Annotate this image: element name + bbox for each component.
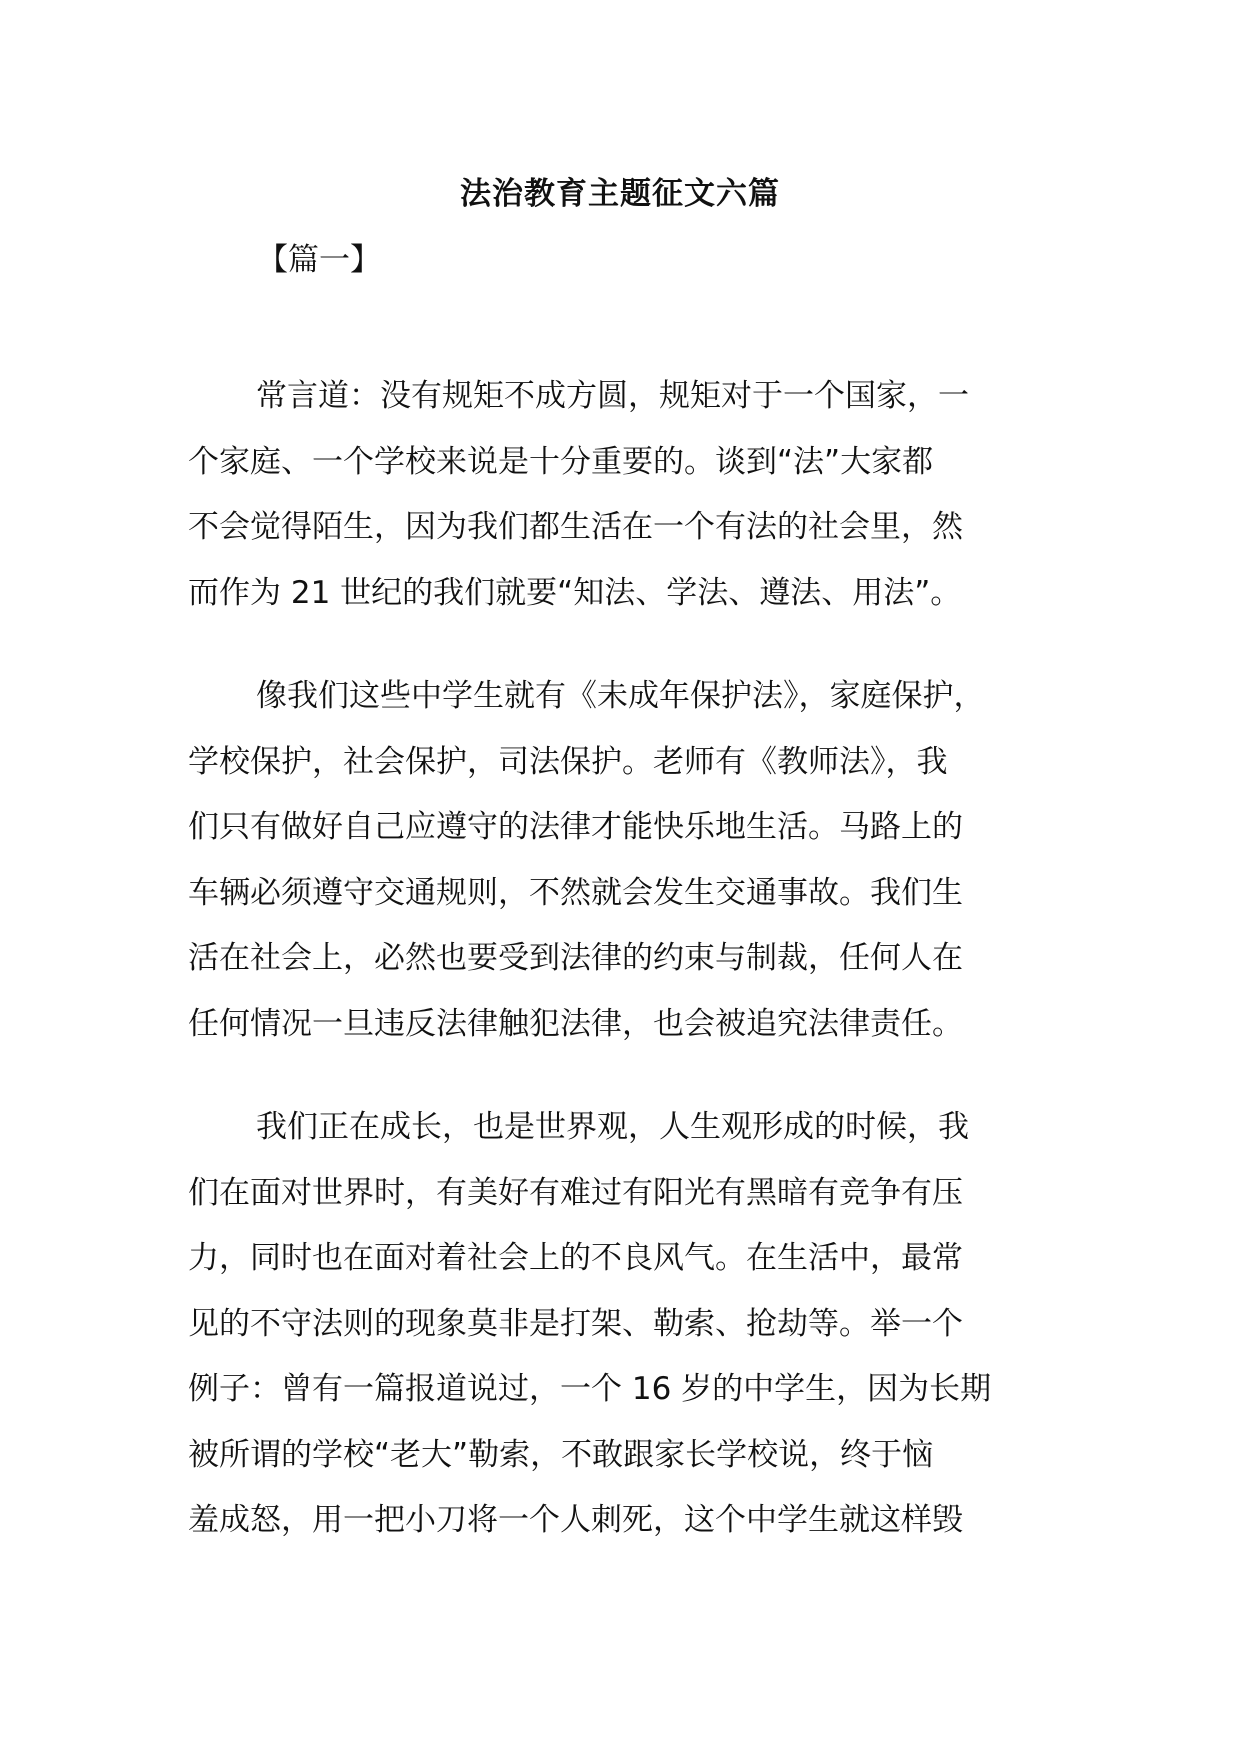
paragraph-line: 活在社会上，必然也要受到法律的约束与制裁，任何人在 [188,940,963,976]
paragraph-line: 而作为 21 世纪的我们就要“知法、学法、遵法、用法”。 [188,574,962,611]
paragraph-line: 个家庭、一个学校来说是十分重要的。谈到“法”大家都 [188,443,934,480]
paragraph-line: 力，同时也在面对着社会上的不良风气。在生活中，最常 [188,1240,963,1276]
paragraph-line: 被所谓的学校“老大”勒索，不敢跟家长学校说，终于恼 [188,1436,934,1473]
paragraph-line: 例子：曾有一篇报道说过，一个 16 岁的中学生，因为长期 [188,1371,992,1407]
paragraph-3 [188,1095,1056,1554]
paragraph-line: 们在面对世界时，有美好有难过有阳光有黑暗有竞争有压 [188,1174,963,1211]
paragraph-line: 见的不守法则的现象莫非是打架、勒索、抢劫等。举一个 [188,1305,963,1342]
document-body [188,364,1056,1592]
paragraph-1 [188,364,1056,626]
paragraph-line: 我们正在成长，也是世界观，人生观形成的时候，我 [256,1109,969,1145]
paragraph-line: 学校保护，社会保护，司法保护。老师有《教师法》，我 [188,743,948,780]
paragraph-line: 常言道：没有规矩不成方圆，规矩对于一个国家，一 [256,378,969,414]
paragraph-line: 车辆必须遵守交通规则，不然就会发生交通事故。我们生 [188,874,963,911]
document-title: 法治教育主题征文六篇 [460,176,780,212]
paragraph-line: 们只有做好自己应遵守的法律才能快乐地生活。马路上的 [188,809,963,845]
paragraph-line: 像我们这些中学生就有《未成年保护法》，家庭保护， [256,678,985,714]
paragraph-2 [188,664,1056,1057]
paragraph-line: 任何情况一旦违反法律触犯法律，也会被追究法律责任。 [188,1005,963,1042]
section-heading: 【篇一】 [257,242,381,278]
paragraph-line: 不会觉得陌生，因为我们都生活在一个有法的社会里，然 [188,509,963,545]
paragraph-line: 羞成怒，用一把小刀将一个人刺死，这个中学生就这样毁 [188,1502,963,1538]
